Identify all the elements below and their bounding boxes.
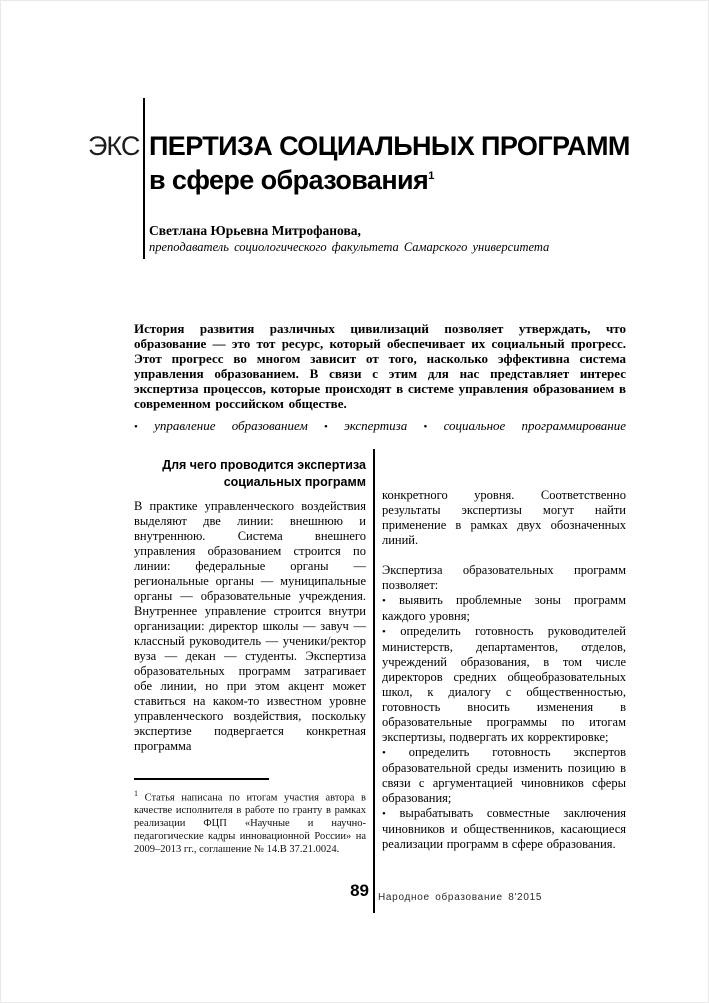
keyword-bullet-icon: • xyxy=(423,421,428,433)
author-affiliation: преподаватель социологического факультета Самарского университета xyxy=(149,240,550,254)
author-name: Светлана Юрьевна Митрофанова, xyxy=(149,223,361,238)
bullet-icon: • xyxy=(382,808,386,820)
footnote-marker: 1 xyxy=(134,788,138,798)
footnote-block xyxy=(134,778,366,856)
author-block xyxy=(149,222,549,255)
article-title-prefix: ЭКС xyxy=(88,131,140,161)
right-column-paragraph-2: Экспертиза образовательных программ позволяет: xyxy=(382,563,626,592)
keyword-3: социальное программирование xyxy=(443,418,626,433)
column-divider-rule xyxy=(373,449,375,913)
bullet-text: определить готовность экспертов образовательной среды изменить позицию в связи с аргументацией чиновников сферы образования; xyxy=(382,745,626,805)
bullet-item xyxy=(382,593,626,624)
footnote-rule xyxy=(134,778,269,780)
journal-footer: Народное образование 8'2015 xyxy=(378,892,543,903)
page-number: 89 xyxy=(350,881,369,900)
left-column-paragraph: В практике управленческого воздействия выделяют две линии: внешнюю и внутреннюю. Система внешнего управления образованием строится по линии: федеральные органы — региональные органы — муниципальные органы — образовательные учреждения. Внутреннее управление строится внутри организации: директор школы — завуч — классный руководитель — ученики/ректор вуза — декан — студенты. Экспертиза образовательных программ затрагивает обе линии, но при этом акцент может ставиться на каком-то известном уровне управленческого воздействия, поскольку экспертизе подвергается конкретная программа xyxy=(134,499,366,753)
section-heading: Для чего проводится экспертиза социальных программ xyxy=(162,458,366,489)
right-column-paragraph-1: конкретного уровня. Соответственно результаты экспертизы могут найти применение в рамках двух обозначенных линий. xyxy=(382,488,626,547)
article-title-line1 xyxy=(88,129,630,163)
bullet-item xyxy=(382,806,626,852)
right-column xyxy=(382,451,626,852)
bullet-text: вырабатывать совместные заключения чиновников и общественников, касающиеся реализации программ в сфере образования. xyxy=(382,806,627,851)
title-footnote-ref: 1 xyxy=(428,170,434,182)
article-title-line1-rest: ПЕРТИЗА СОЦИАЛЬНЫХ ПРОГРАММ xyxy=(149,131,630,161)
keyword-bullet-icon: • xyxy=(323,421,328,433)
bullet-text: определить готовность руководителей министерств, департаментов, отделов, учреждений образования, в том числе директоров средних общеобразовательных школ, к диалогу с общественностью, готовность вносить изменения в образовательные программы по итогам экспертизы, подвергать их корректировке; xyxy=(382,624,626,744)
bullet-icon: • xyxy=(382,747,386,759)
article-title xyxy=(88,129,630,197)
bullet-item xyxy=(382,745,626,806)
bullet-item xyxy=(382,624,626,745)
keywords-line xyxy=(134,418,626,435)
bullet-icon: • xyxy=(382,626,386,638)
left-column xyxy=(134,451,366,913)
bullet-text: выявить проблемные зоны программ каждого уровня; xyxy=(382,593,626,623)
footnote-text: $^1$ Статья написана по итогам участия автора в качестве исполнителя в работе по гранту в рамках реализации ФЦП «Научные и научно-педагогические кадры инновационной России» на 2009–2013 гг., соглашение № 14.В 37.21.0024. xyxy=(134,788,366,855)
keyword-1: управление образованием xyxy=(154,418,308,433)
abstract: История развития различных цивилизаций позволяет утверждать, что образование — это тот ресурс, который обеспечивает их социальный прогресс. Этот прогресс во многом зависит от того, насколько эффективна система управления образованием. В связи с этим для нас представляет интерес экспертиза процессов, которые происходят в системе управления образованием в современном российском обществе. xyxy=(134,321,626,411)
keyword-2: экспертиза xyxy=(344,418,408,433)
keyword-bullet-icon: • xyxy=(134,421,138,433)
bullet-icon: • xyxy=(382,595,386,607)
article-title-line2: в сфере образования$^1$ xyxy=(149,165,434,195)
